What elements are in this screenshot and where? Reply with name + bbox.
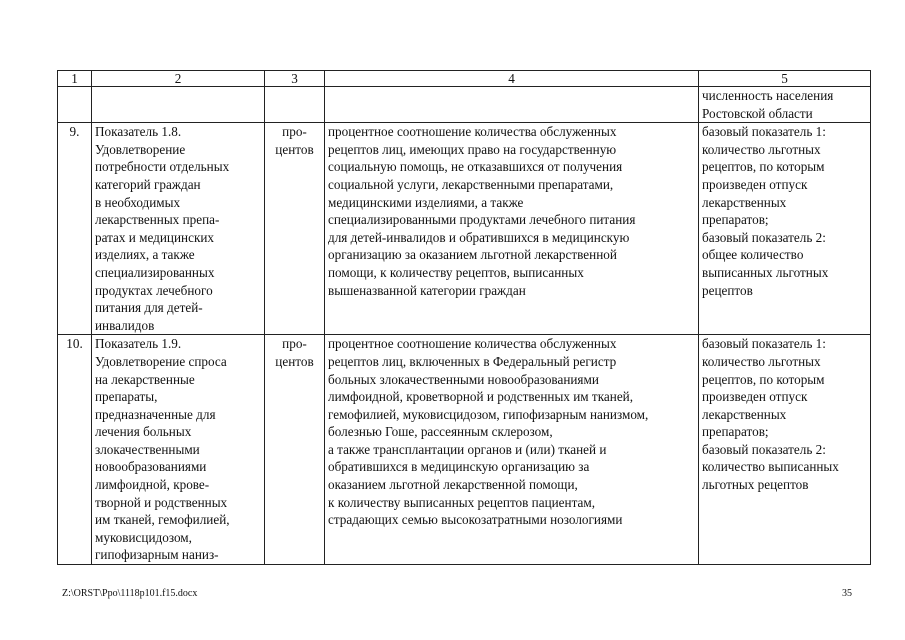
indicator-name-line: категорий граждан [95,176,201,192]
page-number: 35 [842,588,852,599]
table-row [58,87,871,123]
base-indicators-line: препаратов; [702,424,769,440]
base-indicators-line: количество льготных [702,353,821,369]
calculation-method-line: организацию за оказанием льготной лекарственной [328,247,617,263]
calculation-method-line: страдающих семью высокозатратными нозологиями [328,512,623,528]
header-col-1: 1 [58,71,92,87]
indicator-name-line: лечения больных [95,424,192,440]
indicator-name-line: Удовлетворение [95,141,186,157]
base-indicators-line: лекарственных [702,406,787,422]
calculation-method-line: рецептов лиц, имеющих право на государственную [328,141,617,157]
unit-of-measure-line: про- [282,124,307,140]
indicator-name-line: потребности отдельных [95,159,230,175]
calculation-method-line: оказанием льготной лекарственной помощи, [328,477,578,493]
unit-of-measure-cell [265,87,325,123]
indicator-name-cell [92,335,265,565]
base-indicators-cell [699,87,871,123]
indicator-name-line: им тканей, гемофилией, [95,512,230,528]
calculation-method-line: социальную помощь, не отказавшихся от получения [328,159,623,175]
indicator-name-line: инвалидов [95,317,155,333]
indicator-name-line: Удовлетворение спроса [95,353,227,369]
indicator-name-line: Показатель 1.9. [95,336,182,352]
base-indicators-line: общее количество [702,247,804,263]
indicator-name-cell [92,87,265,123]
calculation-method-line: рецептов лиц, включенных в Федеральный регистр [328,353,617,369]
indicator-name-line: творной и родственных [95,494,228,510]
base-indicators-cell [699,123,871,335]
base-indicators-line: льготных рецептов [702,477,809,493]
unit-of-measure-line: про- [282,336,307,352]
header-col-5: 5 [699,71,871,87]
indicator-name-line: ратах и медицинских [95,229,215,245]
base-indicators-line: рецептов [702,282,753,298]
table-header-row [58,71,871,87]
row-number-cell: 9. [58,123,92,335]
base-indicators-line: рецептов, по которым [702,371,825,387]
base-indicators-line: базовый показатель 2: [702,229,826,245]
indicator-name-line: продуктах лечебного [95,282,213,298]
calculation-method-cell [325,87,699,123]
row-number-cell [58,87,92,123]
indicator-name-line: Показатель 1.8. [95,124,182,140]
calculation-method-cell [325,123,699,335]
calculation-method-line: специализированными продуктами лечебного питания [328,212,636,228]
indicator-name-line: злокачественными [95,441,200,457]
calculation-method-line: болезнью Гоше, рассеянным склерозом, [328,424,553,440]
indicator-name-line: специализированных [95,264,215,280]
table-row [58,335,871,565]
unit-of-measure-line: центов [275,141,314,157]
indicator-name-line: гипофизарным наниз- [95,547,219,563]
calculation-method-line: к количеству выписанных рецептов пациентам, [328,494,596,510]
indicator-name-line: препараты, [95,389,158,405]
base-indicators-line: базовый показатель 1: [702,336,826,352]
base-indicators-line: количество льготных [702,141,821,157]
file-path: Z:\ORST\Ppo\1118p101.f15.docx [62,588,198,599]
calculation-method-line: процентное соотношение количества обслуженных [328,124,617,140]
indicator-name-line: лекарственных препа- [95,212,220,228]
calculation-method-line: медицинскими изделиями, а также [328,194,524,210]
calculation-method-line: процентное соотношение количества обслуженных [328,336,617,352]
base-indicators-line: произведен отпуск [702,389,808,405]
base-indicators-cell [699,335,871,565]
calculation-method-line: социальной услуги, лекарственными препаратами, [328,176,614,192]
indicator-name-line: предназначенные для [95,406,216,422]
indicator-name-line: в необходимых [95,194,181,210]
indicator-name-cell [92,123,265,335]
calculation-method-line: обратившихся в медицинскую организацию за [328,459,590,475]
unit-of-measure-cell [265,123,325,335]
indicator-name-line: новообразованиями [95,459,207,475]
base-indicators-line: произведен отпуск [702,176,808,192]
indicators-table [57,70,871,565]
calculation-method-line: гемофилией, муковисцидозом, гипофизарным нанизмом, [328,406,649,422]
unit-of-measure-line: центов [275,353,314,369]
header-col-2: 2 [92,71,265,87]
base-indicators-line: препаратов; [702,212,769,228]
calculation-method-line: для детей-инвалидов и обратившихся в медицинскую [328,229,630,245]
base-indicators-line: базовый показатель 2: [702,441,826,457]
base-indicators-line: численность населения [702,88,834,103]
indicator-name-line: на лекарственные [95,371,195,387]
header-col-4: 4 [325,71,699,87]
table-row [58,123,871,335]
indicator-name-line: питания для детей- [95,300,203,316]
indicator-name-line: лимфоидной, крове- [95,477,210,493]
calculation-method-line: помощи, к количеству рецептов, выписанных [328,264,584,280]
calculation-method-line: больных злокачественными новообразованиями [328,371,599,387]
base-indicators-line: рецептов, по которым [702,159,825,175]
row-number-cell: 10. [58,335,92,565]
calculation-method-cell [325,335,699,565]
calculation-method-line: вышеназванной категории граждан [328,282,526,298]
indicator-name-line: изделиях, а также [95,247,195,263]
calculation-method-line: а также трансплантации органов и (или) тканей и [328,441,607,457]
indicator-name-line: муковисцидозом, [95,529,192,545]
base-indicators-line: базовый показатель 1: [702,124,826,140]
unit-of-measure-cell [265,335,325,565]
header-col-3: 3 [265,71,325,87]
base-indicators-line: выписанных льготных [702,264,829,280]
base-indicators-line: Ростовской области [702,105,813,121]
base-indicators-line: лекарственных [702,194,787,210]
base-indicators-line: количество выписанных [702,459,839,475]
calculation-method-line: лимфоидной, кроветворной и родственных им тканей, [328,389,634,405]
